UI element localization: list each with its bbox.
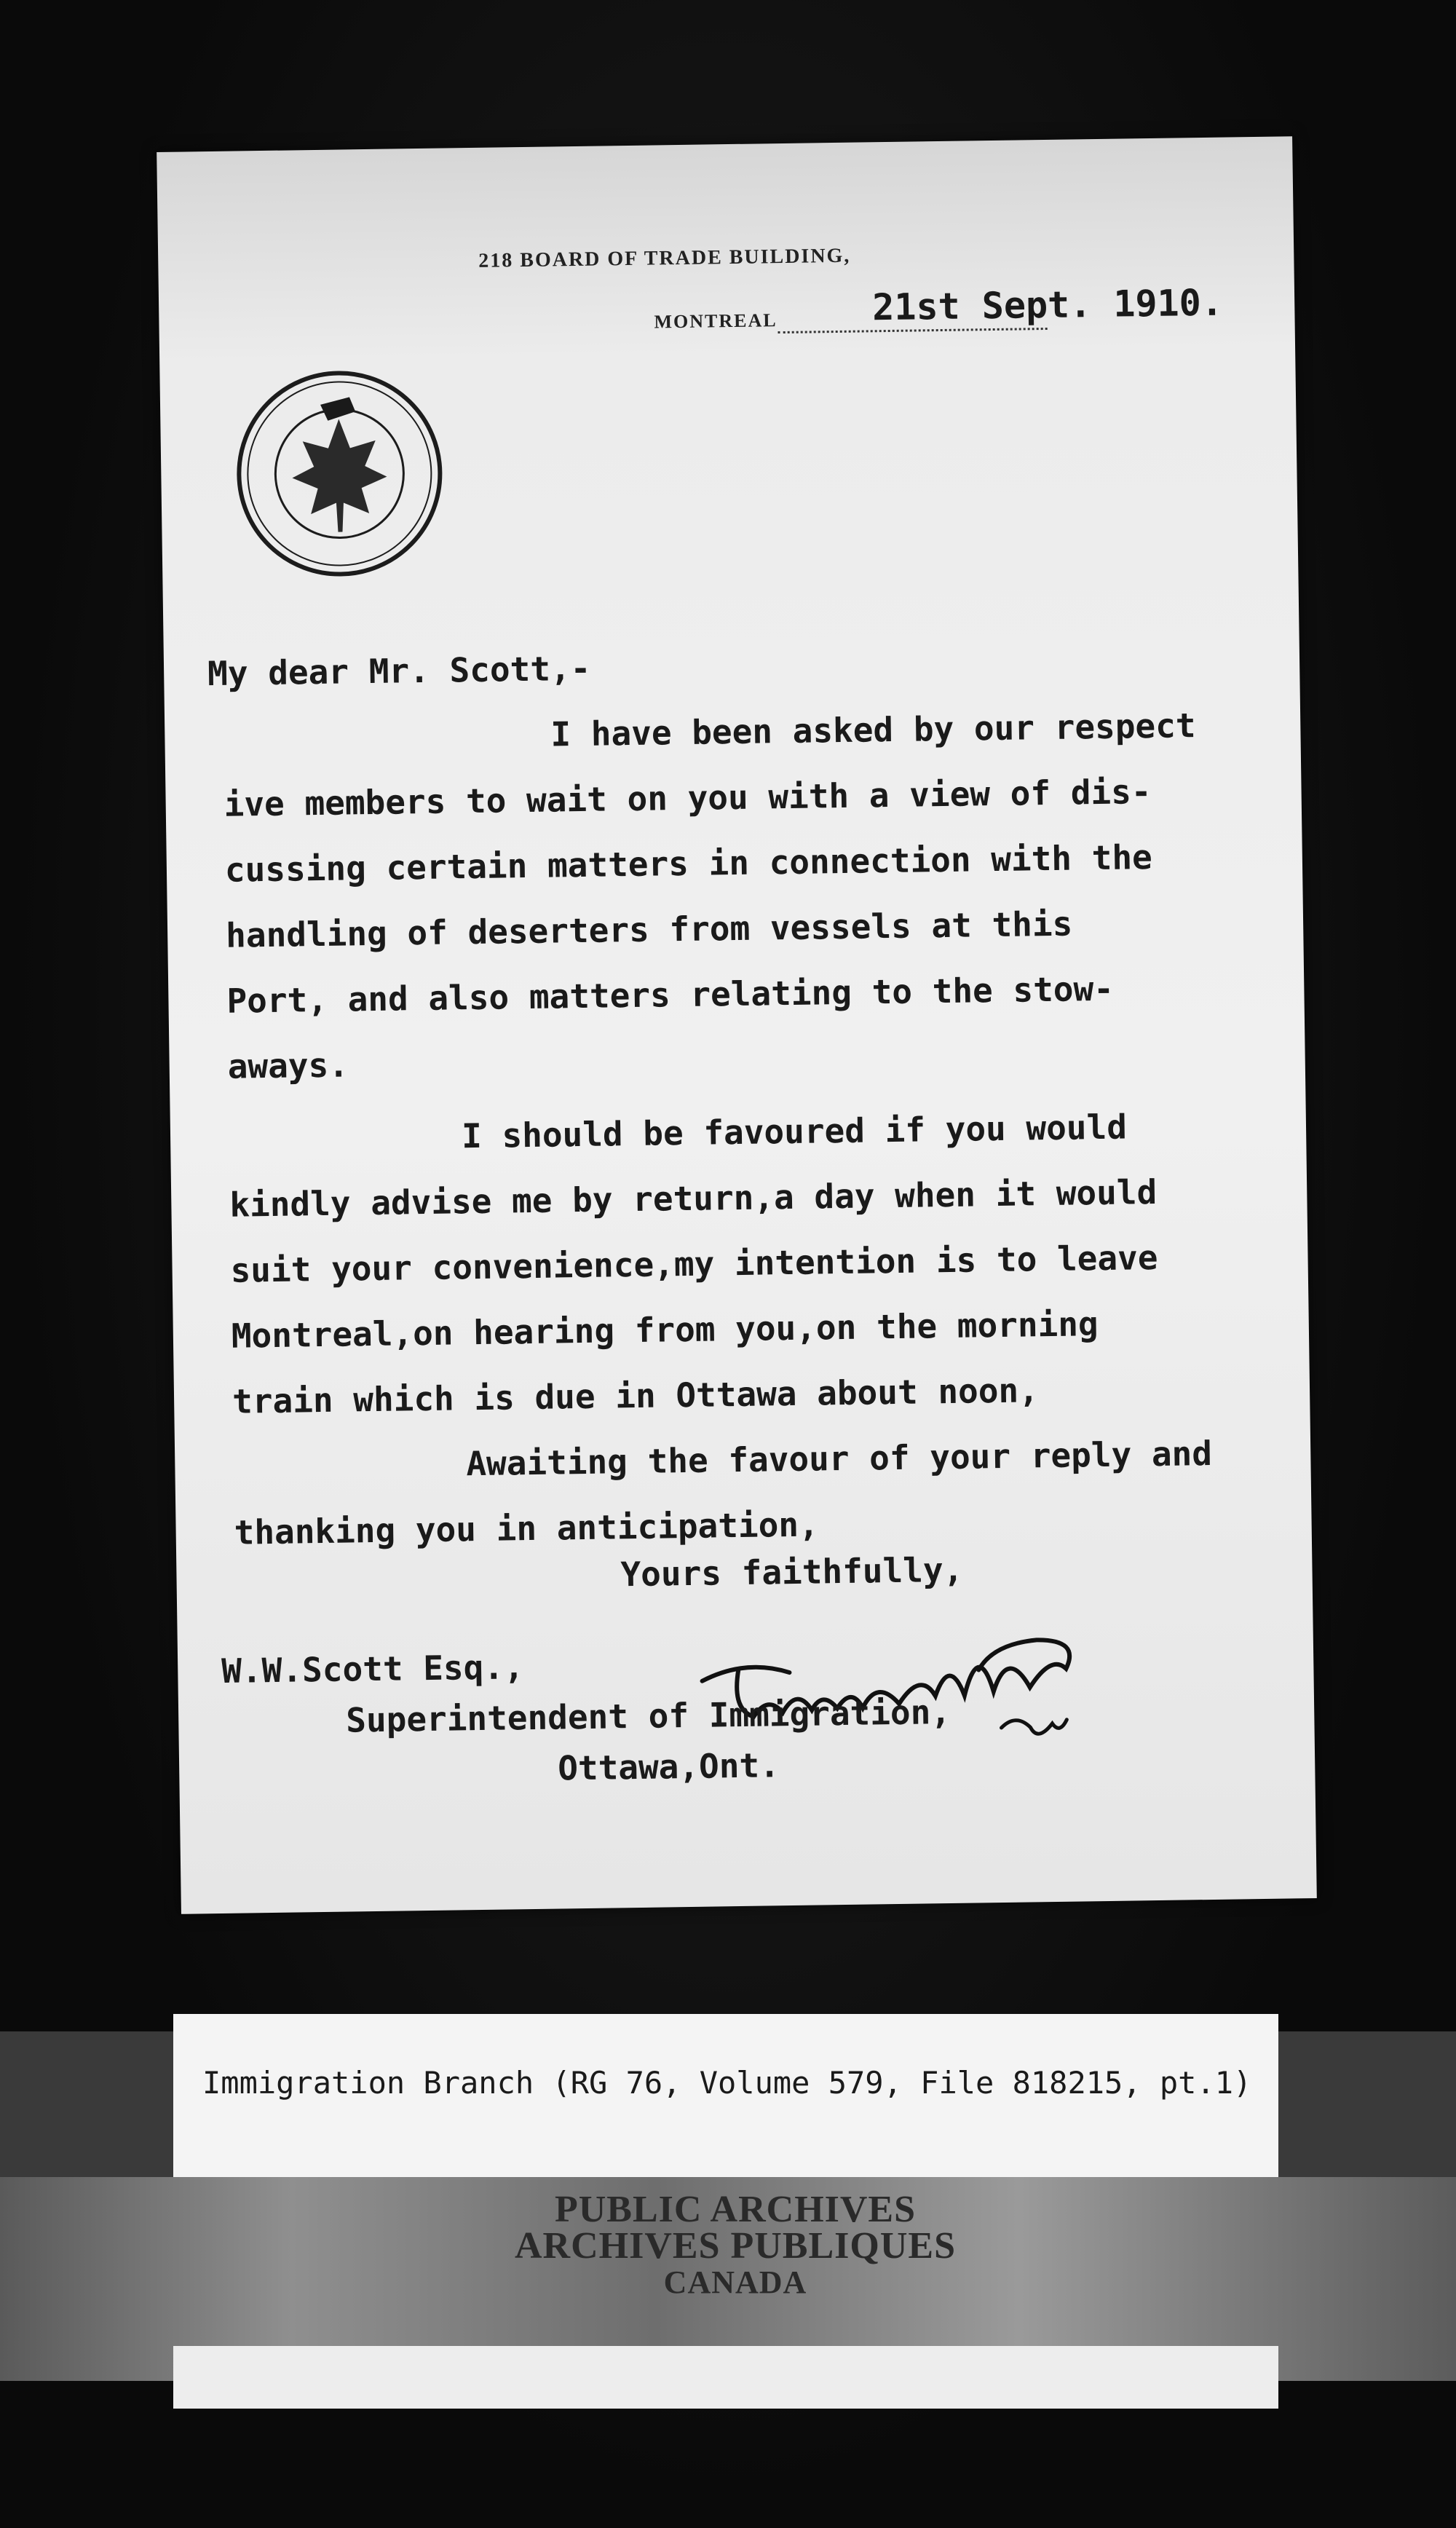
letter-line: I should be favoured if you would: [461, 1107, 1128, 1156]
letter-line: train which is due in Ottawa about noon,: [232, 1370, 1040, 1421]
archive-stamp-line: PUBLIC ARCHIVES: [554, 2189, 917, 2230]
letter-line: Awaiting the favour of your reply and: [465, 1433, 1213, 1484]
letterhead-city: MONTREAL: [654, 309, 778, 333]
recipient-title: Superintendent of Immigration,: [345, 1691, 951, 1740]
letter-date: 21st Sept. 1910.: [871, 281, 1224, 329]
date-rule: [778, 328, 1048, 333]
letter-page: [157, 136, 1317, 1914]
letterhead-address: 218 BOARD OF TRADE BUILDING,: [478, 244, 851, 272]
shipping-federation-seal-icon: [232, 367, 446, 581]
archive-stamp: [480, 2189, 990, 2301]
archive-stamp-line: CANADA: [663, 2264, 807, 2300]
closing: Yours faithfully,: [620, 1549, 964, 1595]
letter-line: cussing certain matters in connection with the: [224, 837, 1153, 890]
recipient-location: Ottawa,Ont.: [557, 1745, 780, 1788]
archive-stamp-line: ARCHIVES PUBLIQUES: [514, 2225, 957, 2267]
bottom-label-strip: [173, 2346, 1278, 2409]
letter-line: ive members to wait on you with a view of dis-: [223, 772, 1152, 824]
letter-line: aways.: [227, 1045, 349, 1086]
letter-line: kindly advise me by return,a day when it would: [229, 1172, 1158, 1225]
archive-caption-text: Immigration Branch (RG 76, Volume 579, File 818215, pt.1): [202, 2065, 1252, 2101]
salutation: My dear Mr. Scott,-: [207, 648, 591, 694]
letter-line: Port, and also matters relating to the stow-: [226, 968, 1115, 1021]
letter-line: thanking you in anticipation,: [234, 1504, 820, 1552]
letter-line: Montreal,on hearing from you,on the morning: [231, 1304, 1099, 1356]
letter-line: I have been asked by our respect: [550, 706, 1196, 754]
letter-line: handling of deserters from vessels at this: [225, 904, 1073, 955]
letter-line: suit your convenience,my intention is to leave: [230, 1237, 1158, 1290]
archive-caption-label: [173, 2014, 1278, 2177]
recipient-name: W.W.Scott Esq.,: [221, 1647, 525, 1691]
